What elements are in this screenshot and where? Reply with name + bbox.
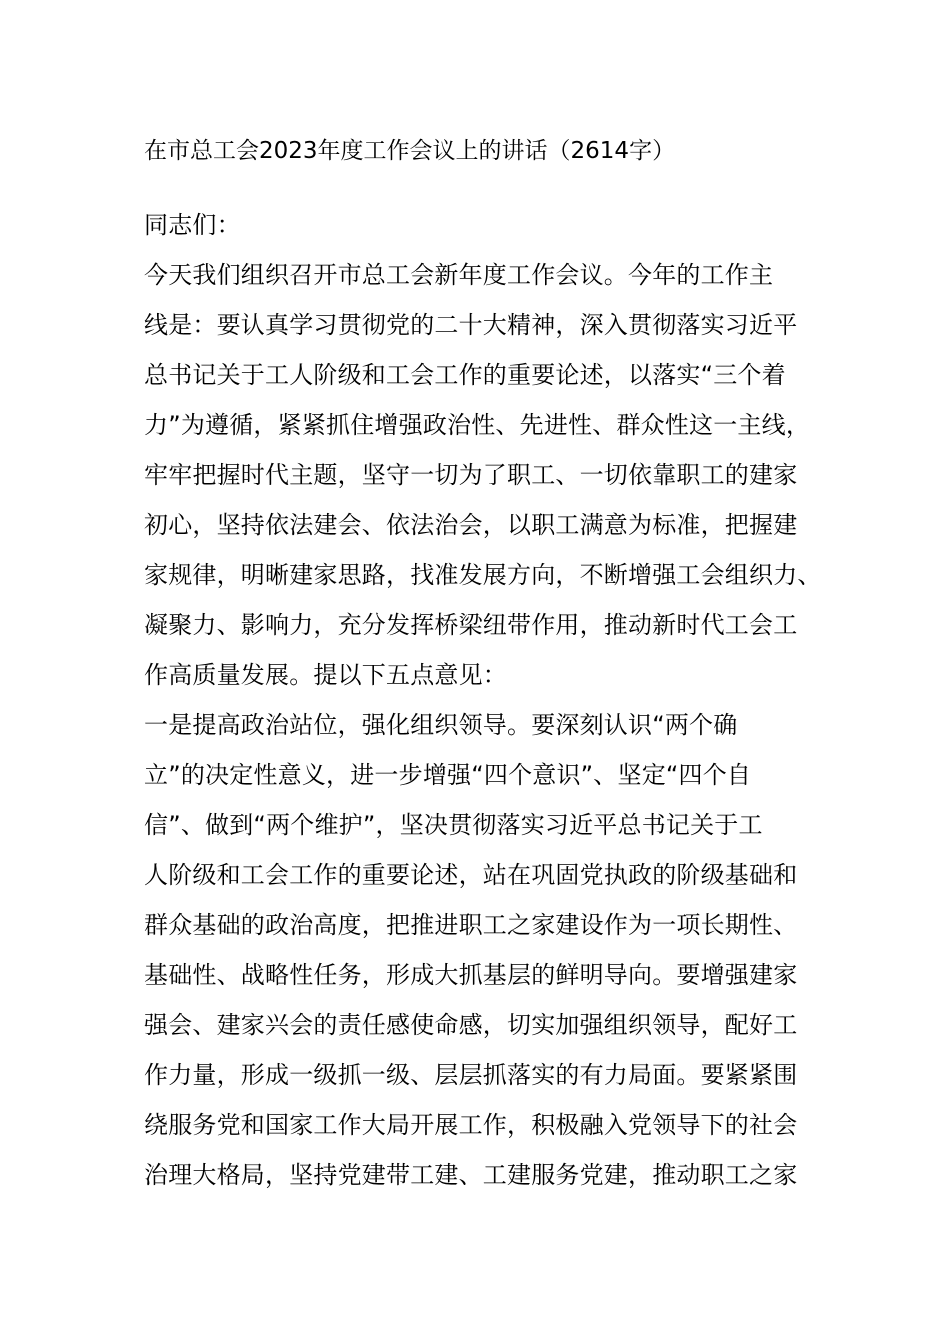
body-line: 人阶级和工会工作的重要论述，站在巩固党执政的阶级基础和 [144, 861, 798, 889]
body-line: 总书记关于工人阶级和工会工作的重要论述，以落实“三个着 [144, 361, 786, 389]
salutation: 同志们： [144, 211, 241, 239]
body-line: 治理大格局，坚持党建带工建、工建服务党建，推动职工之家 [144, 1161, 798, 1189]
body-line: 凝聚力、影响力，充分发挥桥梁纽带作用，推动新时代工会工 [144, 611, 798, 639]
body-line: 力”为遵循，紧紧抓住增强政治性、先进性、群众性这一主线， [144, 411, 811, 439]
document-title: 在市总工会2023年度工作会议上的讲话（2614字） [144, 138, 676, 164]
body-line: 立”的决定性意义，进一步增强“四个意识”、坚定“四个自 [144, 761, 752, 789]
body-line: 一是提高政治站位，强化组织领导。要深刻认识“两个确 [144, 711, 738, 739]
body-line: 基础性、战略性任务，形成大抓基层的鲜明导向。要增强建家 [144, 961, 798, 989]
body-line: 绕服务党和国家工作大局开展工作，积极融入党领导下的社会 [144, 1111, 798, 1139]
body-line: 作高质量发展。提以下五点意见： [144, 661, 507, 689]
body-line: 今天我们组织召开市总工会新年度工作会议。今年的工作主 [144, 261, 774, 289]
body-line: 牢牢把握时代主题，坚守一切为了职工、一切依靠职工的建家 [144, 461, 798, 489]
body-line: 群众基础的政治高度，把推进职工之家建设作为一项长期性、 [144, 911, 798, 939]
body-line: 强会、建家兴会的责任感使命感，切实加强组织领导，配好工 [144, 1011, 798, 1039]
body-line: 信”、做到“两个维护”，坚决贯彻落实习近平总书记关于工 [144, 811, 763, 839]
body-line: 线是：要认真学习贯彻党的二十大精神，深入贯彻落实习近平 [144, 311, 798, 339]
body-line: 家规律，明晰建家思路，找准发展方向，不断增强工会组织力、 [144, 561, 822, 589]
body-line: 初心，坚持依法建会、依法治会，以职工满意为标准，把握建 [144, 511, 798, 539]
body-line: 作力量，形成一级抓一级、层层抓落实的有力局面。要紧紧围 [144, 1061, 798, 1089]
